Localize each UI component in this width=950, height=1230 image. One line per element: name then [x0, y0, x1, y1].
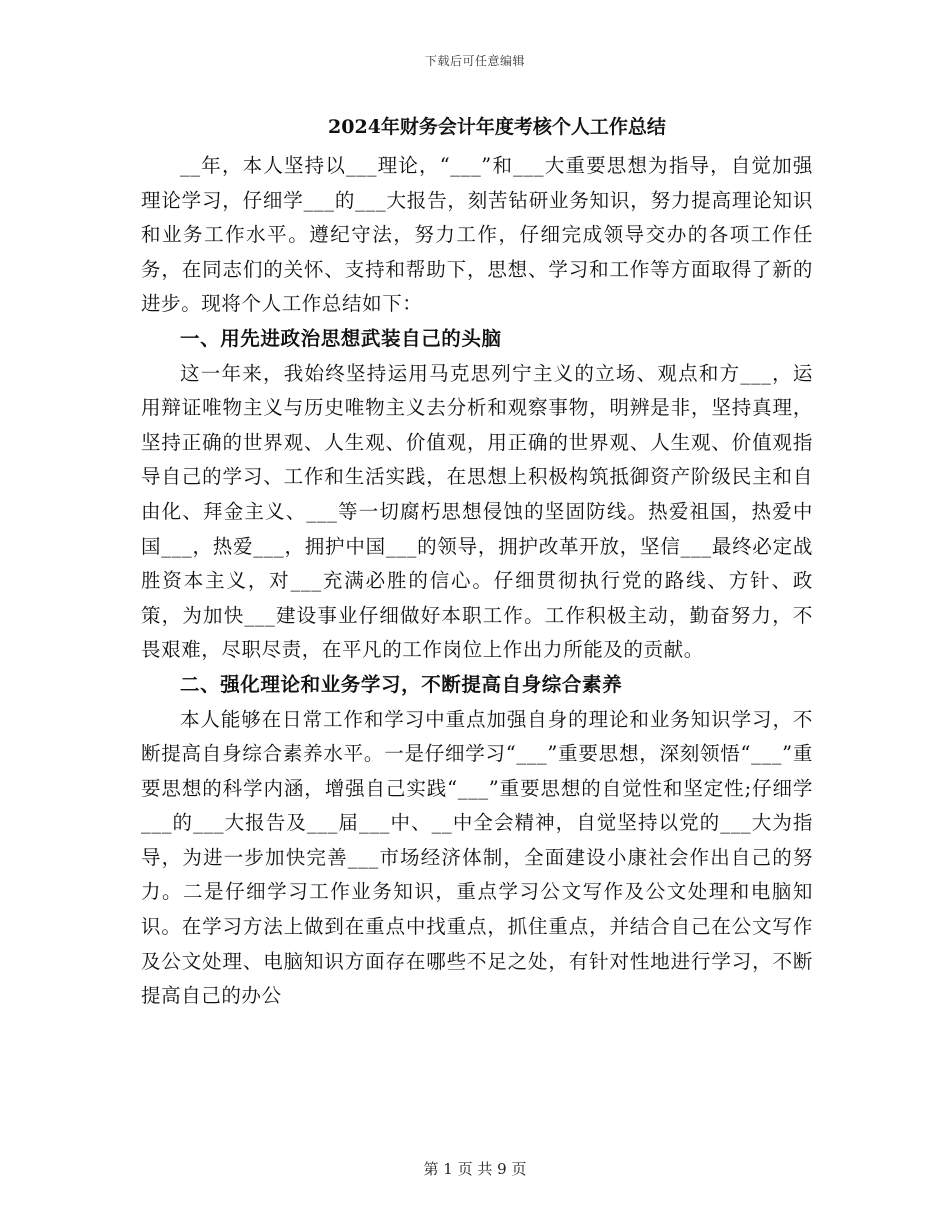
section-1-paragraph: 这一年来，我始终坚持运用马克思列宁主义的立场、观点和方___，运用辩证唯物主义与历史唯物主义去分析和观察事物，明辨是非，坚持真理，坚持正确的世界观、人生观、价值观，用正确的世界观、人生观、价值观指导自己的学习、工作和生活实践，在思想上积极构筑抵御资产阶级民主和自由化、拜金主义、___等一切腐朽思想侵蚀的坚固防线。热爱祖国，热爱中国___，热爱___，拥护中国___的领导，拥护改革开放，坚信___最终必定战胜资本主义，对___充满必胜的信心。仔细贯彻执行党的路线、方针、政策，为加快___建设事业仔细做好本职工作。工作积极主动，勤奋努力，不畏艰难，尽职尽责，在平凡的工作岗位上作出力所能及的贡献。	[141, 361, 813, 662]
section-2-heading: 二、强化理论和业务学习，不断提高自身综合素养	[180, 672, 623, 696]
page-number-footer: 第 1 页 共 9 页	[423, 1160, 527, 1178]
section-1-heading: 一、用先进政治思想武装自己的头脑	[180, 326, 502, 350]
document-title: 2024年财务会计年度考核个人工作总结	[328, 116, 666, 138]
section-2-paragraph: 本人能够在日常工作和学习中重点加强自身的理论和业务知识学习，不断提高自身综合素养水平。一是仔细学习“___”重要思想，深刻领悟“___”重要思想的科学内涵，增强自己实践“___”重要思想的自觉性和坚定性;仔细学___的___大报告及___届___中、__中全会精神，自觉坚持以党的___大为指导，为进一步加快完善___市场经济体制，全面建设小康社会作出自己的努力。二是仔细学习工作业务知识，重点学习公文写作及公文处理和电脑知识。在学习方法上做到在重点中找重点，抓住重点，并结合自己在公文写作及公文处理、电脑知识方面存在哪些不足之处，有针对性地进行学习，不断提高自己的办公	[141, 707, 813, 1008]
document-body	[141, 113, 813, 1014]
page-header-note: 下载后可任意编辑	[424, 54, 525, 68]
intro-paragraph: __年，本人坚持以___理论，“___”和___大重要思想为指导，自觉加强理论学习，仔细学___的___大报告，刻苦钻研业务知识，努力提高理论知识和业务工作水平。遵纪守法，努力工作，仔细完成领导交办的各项工作任务，在同志们的关怀、支持和帮助下，思想、学习和工作等方面取得了新的进步。现将个人工作总结如下：	[141, 154, 813, 316]
